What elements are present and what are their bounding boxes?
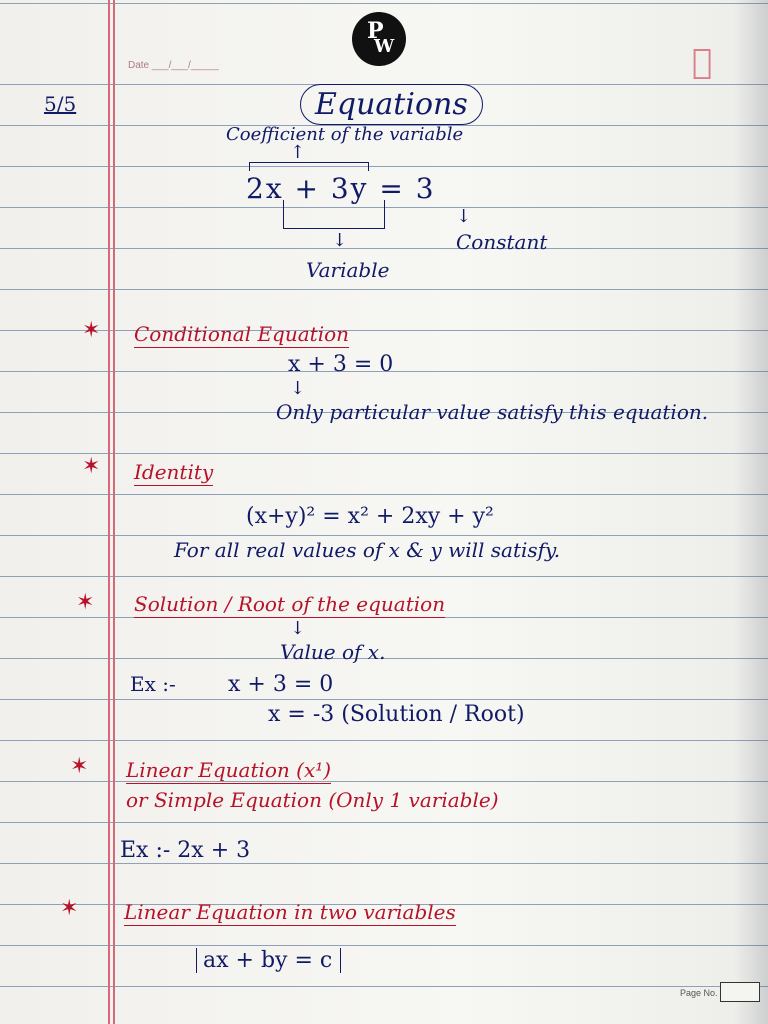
bullet-star-icon: ✶ (70, 754, 89, 779)
down-arrow-icon: ↓ (456, 206, 472, 227)
note-date: 5/5 (44, 92, 77, 116)
margin-line (113, 0, 115, 1024)
page-title: Equations (300, 84, 483, 125)
note-text: For all real values of x & y will satisfy. (174, 538, 561, 562)
page-shadow (734, 0, 768, 1024)
variable-label: Variable (306, 258, 390, 282)
bullet-star-icon: ✶ (82, 454, 101, 479)
note-text: Only particular value satisfy this equation. (276, 400, 709, 424)
down-arrow-icon: ↓ (332, 230, 348, 251)
down-arrow-icon: ↓ (290, 378, 306, 399)
page-number-box (720, 982, 760, 1002)
boxed-equation: ax + by = c (196, 948, 341, 973)
apple-icon (692, 42, 712, 82)
equation-line: x + 3 = 0 (228, 672, 334, 697)
margin-line (108, 0, 110, 1024)
coefficient-bracket (249, 162, 369, 171)
coefficient-label: Coefficient of the variable (226, 124, 464, 145)
example-label: Ex :- (130, 672, 176, 696)
date-field-label: Date ___/___/_____ (128, 60, 219, 71)
section-subheading: or Simple Equation (Only 1 variable) (126, 788, 499, 812)
constant-label: Constant (456, 230, 548, 254)
up-arrow-icon: ↑ (290, 142, 306, 163)
down-arrow-icon: ↓ (290, 618, 306, 639)
equation-line: x + 3 = 0 (288, 352, 394, 377)
variable-bracket (283, 200, 385, 229)
example-line: Ex :- 2x + 3 (120, 838, 251, 863)
note-text: Value of x. (280, 640, 386, 664)
equation-line: x = -3 (Solution / Root) (268, 702, 525, 727)
equation-line: (x+y)² = x² + 2xy + y² (246, 504, 494, 529)
main-equation: 2x + 3y = 3 (246, 172, 436, 205)
bullet-star-icon: ✶ (82, 318, 101, 343)
section-heading: Identity (134, 460, 214, 484)
section-heading: Linear Equation (x¹) (126, 758, 332, 782)
bullet-star-icon: ✶ (76, 590, 95, 615)
section-heading: Solution / Root of the equation (134, 592, 446, 616)
bullet-star-icon: ✶ (60, 896, 79, 921)
page-number-label: Page No. (680, 988, 718, 998)
section-heading: Conditional Equation (134, 322, 350, 346)
section-heading: Linear Equation in two variables (124, 900, 456, 924)
pw-logo: P W (352, 12, 406, 66)
